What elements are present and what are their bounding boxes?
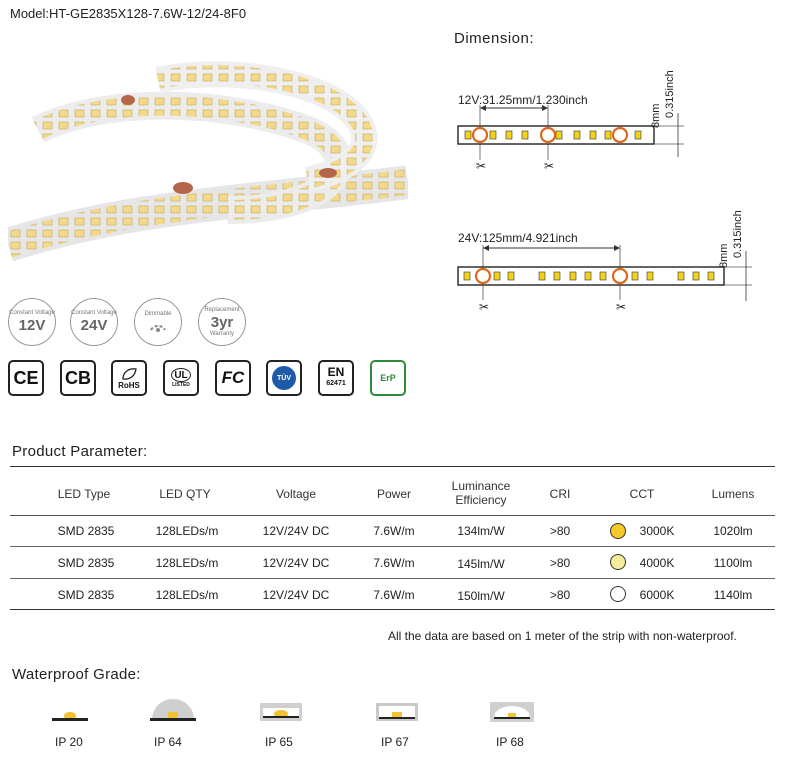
leaf-icon: [120, 367, 138, 381]
header-luminance-efficiency: Luminance Efficiency: [451, 479, 511, 507]
header-cri: CRI: [549, 487, 571, 501]
cct-swatch-6000k: [610, 586, 626, 602]
ip68-label: IP 68: [496, 735, 524, 749]
waterproof-grade-title: Waterproof Grade:: [12, 666, 141, 683]
cct-swatch-4000k: [610, 554, 626, 570]
cut-length-24v-label: 24V:125mm/4.921inch: [458, 231, 578, 245]
ip65-label: IP 65: [265, 735, 293, 749]
model-label: Model:HT-GE2835X128-7.6W-12/24-8F0: [10, 6, 247, 21]
scissors-icon: ✂: [479, 300, 490, 314]
table-note: All the data are based on 1 meter of the strip with non-waterproof.: [388, 629, 737, 643]
cut-length-12v-label: 12V:31.25mm/1.230inch: [458, 93, 588, 107]
strip-24v-drawing: [450, 245, 760, 320]
dimmable-icon: Dimmable: [134, 298, 182, 346]
en62471-mark-icon: EN 62471: [318, 360, 354, 396]
ul-listed-icon: UL LISTED: [163, 360, 199, 396]
ip20-icon: [52, 708, 88, 722]
ip64-icon: [150, 698, 196, 722]
ip68-icon: [490, 702, 534, 722]
tuv-mark-icon: TÜV: [266, 360, 302, 396]
header-led-type: LED Type: [57, 487, 111, 501]
header-power: Power: [376, 487, 411, 501]
scissors-icon: ✂: [476, 159, 487, 173]
width-inch-label: 0.315inch: [732, 210, 744, 258]
constant-voltage-12v-icon: Constant Voltage 12V: [8, 298, 56, 346]
scissors-icon: ✂: [616, 300, 627, 314]
header-led-qty: LED QTY: [159, 487, 211, 501]
ip67-icon: [376, 703, 418, 721]
constant-voltage-24v-icon: Constant Voltage 24V: [70, 298, 118, 346]
width-mm-label: 8mm: [650, 103, 662, 128]
header-lumens: Lumens: [711, 487, 755, 501]
header-voltage: Voltage: [275, 487, 317, 501]
width-mm-label: 8mm: [718, 243, 730, 268]
ip65-icon: [260, 703, 302, 721]
led-strip-photo: [8, 60, 408, 275]
table-header-rule: [10, 515, 775, 516]
rohs-mark-icon: RoHS: [111, 360, 147, 396]
scissors-icon: ✂: [544, 159, 555, 173]
ip67-label: IP 67: [381, 735, 409, 749]
table-top-rule: [10, 466, 775, 467]
erp-mark-icon: ErP: [370, 360, 406, 396]
header-cct: CCT: [629, 487, 655, 501]
fcc-mark-icon: FC: [215, 360, 251, 396]
ip20-label: IP 20: [55, 735, 83, 749]
ce-mark-icon: CE: [8, 360, 44, 396]
warranty-3yr-icon: Replacement 3yr Warranty: [198, 298, 246, 346]
dimension-title: Dimension:: [454, 30, 535, 47]
cb-mark-icon: CB: [60, 360, 96, 396]
width-inch-label: 0.315inch: [664, 70, 676, 118]
table-row-rule: [10, 578, 775, 579]
product-parameter-title: Product Parameter:: [12, 443, 148, 460]
ip64-label: IP 64: [154, 735, 182, 749]
cct-swatch-3000k: [610, 523, 626, 539]
dimmable-symbol-icon: [147, 318, 169, 334]
table-row-rule: [10, 546, 775, 547]
table-bottom-rule: [10, 609, 775, 610]
